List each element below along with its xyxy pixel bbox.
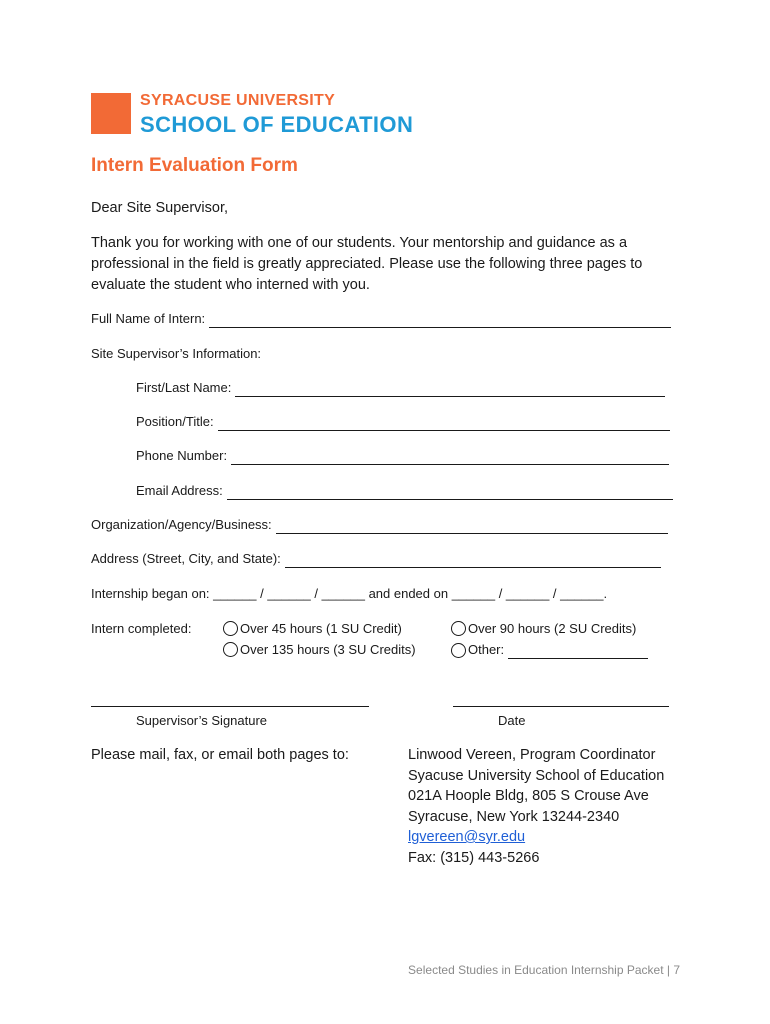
position-field[interactable] <box>218 416 670 431</box>
option-other[interactable] <box>451 641 648 659</box>
supervisor-signature-caption: Supervisor’s Signature <box>136 713 268 728</box>
internship-dates-row <box>91 585 607 603</box>
email-row <box>136 482 673 500</box>
option-135-hours-label: Over 135 hours (3 SU Credits) <box>240 642 416 657</box>
organization-row <box>91 516 668 534</box>
logo-school: SCHOOL OF EDUCATION <box>140 112 414 137</box>
address-label: Address (Street, City, and State): <box>91 551 281 566</box>
first-last-field[interactable] <box>235 382 665 397</box>
intro-line-3: evaluate the student who interned with you. <box>91 277 370 293</box>
contact-address-2: Syracuse, New York 13244-2340 <box>408 808 620 825</box>
intern-name-row <box>91 310 671 328</box>
first-last-label: First/Last Name: <box>136 380 232 395</box>
email-label: Email Address: <box>136 483 223 498</box>
position-label: Position/Title: <box>136 414 214 429</box>
supervisor-signature-line[interactable] <box>91 706 369 707</box>
logo-university: SYRACUSE UNIVERSITY <box>140 92 336 109</box>
other-hours-field[interactable] <box>508 644 648 659</box>
intern-name-label: Full Name of Intern: <box>91 311 206 326</box>
supervisor-section-heading <box>91 345 261 363</box>
date-caption: Date <box>498 713 526 728</box>
radio-circle-icon[interactable] <box>451 643 466 658</box>
page-footer: Selected Studies in Education Internship Packet | 7 <box>408 963 680 977</box>
date-line[interactable] <box>453 706 669 707</box>
organization-field[interactable] <box>276 519 668 534</box>
email-field[interactable] <box>227 485 673 500</box>
internship-dates-label[interactable]: Internship began on: ______ / ______ / ______ and ended on ______ / ______ / ______. <box>91 586 608 601</box>
option-135-hours[interactable] <box>223 641 416 659</box>
intro-line-1: Thank you for working with one of our students. Your mentorship and guidance as a <box>91 235 628 251</box>
option-90-hours[interactable] <box>451 620 636 638</box>
phone-label: Phone Number: <box>136 448 228 463</box>
phone-field[interactable] <box>231 450 669 465</box>
contact-block <box>408 745 664 868</box>
address-field[interactable] <box>285 553 661 568</box>
address-row <box>91 550 661 568</box>
radio-circle-icon[interactable] <box>223 642 238 657</box>
organization-label: Organization/Agency/Business: <box>91 517 272 532</box>
logo-mark <box>91 93 131 134</box>
contact-address-1: 021A Hoople Bldg, 805 S Crouse Ave <box>408 788 649 804</box>
completion-label: Intern completed: <box>91 621 192 636</box>
option-90-hours-label: Over 90 hours (2 SU Credits) <box>468 621 637 636</box>
supervisor-section-label: Site Supervisor’s Information: <box>91 346 262 361</box>
radio-circle-icon[interactable] <box>223 621 238 636</box>
intern-name-field[interactable] <box>209 313 671 328</box>
first-last-row <box>136 379 665 397</box>
position-row <box>136 413 670 431</box>
greeting: Dear Site Supervisor, <box>91 200 229 216</box>
form-title: Intern Evaluation Form <box>91 155 298 176</box>
radio-circle-icon[interactable] <box>451 621 466 636</box>
intro-line-2: professional in the field is greatly appreciated. Please use the following three pages to <box>91 256 643 272</box>
contact-name: Linwood Vereen, Program Coordinator <box>408 747 656 763</box>
contact-institution: Syacuse University School of Education <box>408 767 665 784</box>
mail-instruction: Please mail, fax, or email both pages to: <box>91 747 349 763</box>
phone-row <box>136 447 669 465</box>
contact-email-link[interactable]: lgvereen@syr.edu <box>408 829 526 845</box>
contact-fax: Fax: (315) 443-5266 <box>408 849 540 866</box>
option-other-label: Other: <box>468 642 505 657</box>
option-45-hours[interactable] <box>223 620 402 638</box>
option-45-hours-label: Over 45 hours (1 SU Credit) <box>240 621 402 636</box>
